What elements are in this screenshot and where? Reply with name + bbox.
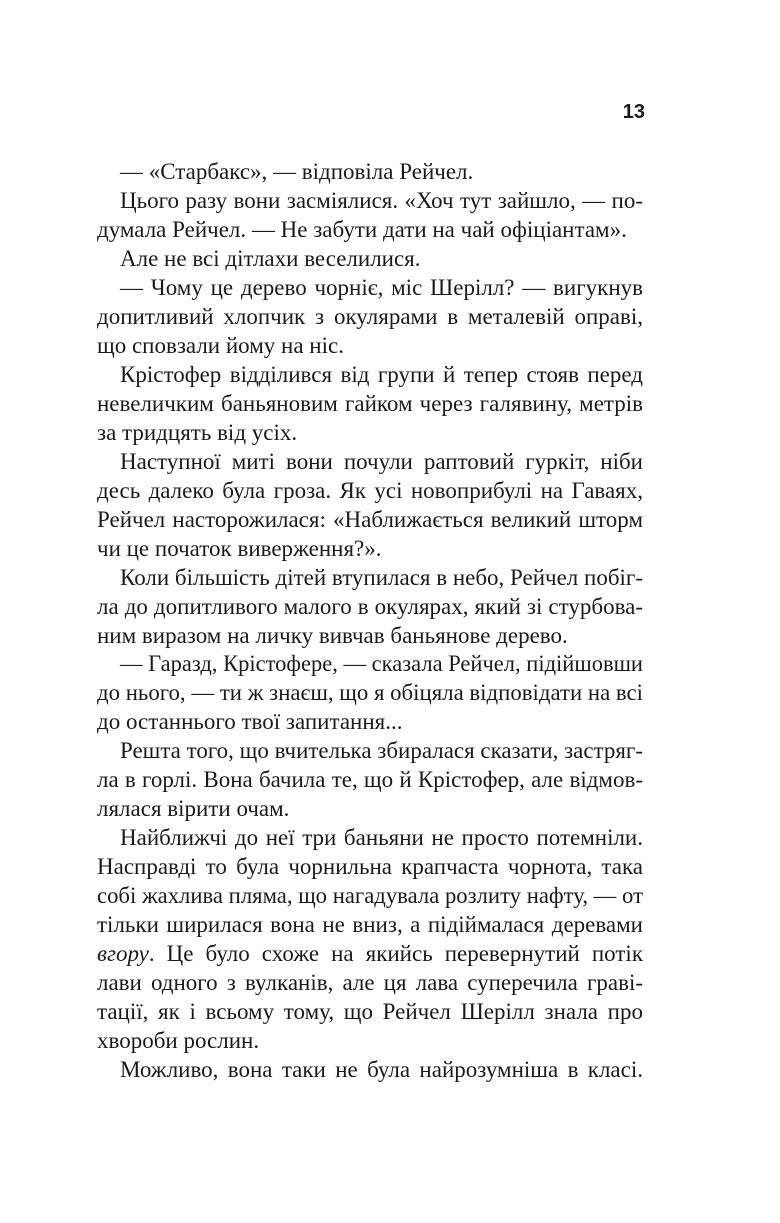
text-line <box>97 361 643 390</box>
text-line <box>97 679 643 708</box>
line-text: Наступної миті вони почули раптовий гуркіт, ніби <box>120 448 643 474</box>
italic-word: вгору <box>97 941 149 967</box>
text-line <box>97 708 643 737</box>
line-text: до останнього твої запитання... <box>97 709 403 735</box>
line-text: Коли більшість дітей втупилася в небо, Рейчел побіг- <box>120 564 643 590</box>
line-text: Можливо, вона таки не була найрозумніша в класі. <box>120 1057 643 1083</box>
text-line <box>97 969 643 998</box>
line-text: невеличким баньяновим гайком через галявину, метрів <box>97 390 643 416</box>
line-text: лялася вірити очам. <box>97 796 290 822</box>
line-text: за тридцять від усіх. <box>97 419 298 445</box>
text-line <box>97 564 643 593</box>
line-text: допитливий хлопчик з окулярами в металевій оправі, <box>97 303 643 329</box>
text-line <box>97 303 643 332</box>
text-line <box>97 390 643 419</box>
text-line <box>97 245 643 274</box>
text-line <box>97 853 643 882</box>
body-text <box>97 158 643 1085</box>
line-text: тації, як і всьому тому, що Рейчел Шерілл знала про <box>97 999 643 1025</box>
line-text: Найближчі до неї три баньяни не просто потемніли. <box>120 825 643 851</box>
text-line <box>97 216 643 245</box>
line-text: Насправді то була чорнильна крапчаста чорнота, така <box>97 854 643 880</box>
line-text: — «Старбакс», — відповіла Рейчел. <box>120 159 474 184</box>
text-line <box>97 1027 643 1056</box>
line-text: собі жахлива пляма, що нагадувала розлиту нафту, — от <box>97 883 643 909</box>
text-line <box>97 419 643 448</box>
line-text: Решта того, що вчителька збиралася сказати, застряг- <box>120 738 643 764</box>
line-text: хвороби рослин. <box>97 1028 260 1054</box>
text-line <box>97 158 643 187</box>
line-text: Але не всі дітлахи веселилися. <box>120 245 421 271</box>
line-text: чи це початок виверження?». <box>97 535 382 561</box>
text-line <box>97 795 643 824</box>
line-text: до нього, — ти ж знаєш, що я обіцяла відповідати на всі <box>97 680 643 706</box>
line-text-with-italic <box>97 940 643 969</box>
text-line <box>97 274 643 303</box>
line-text: думала Рейчел. — Не забути дати на чай офіціантам». <box>97 216 627 242</box>
line-text: ла до допитливого малого в окулярах, який зі стурбова- <box>97 593 643 619</box>
text-line <box>97 911 643 940</box>
text-line <box>97 448 643 477</box>
text-line <box>97 622 643 651</box>
text-line <box>97 477 643 506</box>
text-line <box>97 593 643 622</box>
line-text: Крістофер відділився від групи й тепер стояв перед <box>120 361 643 387</box>
line-text: — Чому це дерево чорніє, міс Шерілл? — вигукнув <box>120 274 643 300</box>
line-text: — Гаразд, Крістофере, — сказала Рейчел, підійшовши <box>120 651 643 677</box>
line-text: ним виразом на личку вивчав баньянове дерево. <box>97 622 568 648</box>
line-text-rest: . Це було схоже на якийсь перевернутий потік <box>148 941 643 967</box>
line-text: тільки ширилася вона не вниз, а підіймалася деревами <box>97 912 643 938</box>
text-line <box>97 940 643 969</box>
text-line <box>97 506 643 535</box>
text-line <box>97 1056 643 1085</box>
text-line <box>97 882 643 911</box>
line-text: лави одного з вулканів, але ця лава суперечила граві- <box>97 970 643 996</box>
text-line <box>97 824 643 853</box>
line-text: що сповзали йому на ніс. <box>97 332 344 358</box>
text-line <box>97 187 643 216</box>
text-line <box>97 332 643 361</box>
line-text: десь далеко була гроза. Як усі новоприбулі на Гаваях, <box>97 477 643 503</box>
line-text: Цього разу вони засміялися. «Хоч тут зайшло, — по- <box>120 187 643 213</box>
text-line <box>97 650 643 679</box>
text-line <box>97 766 643 795</box>
line-text: ла в горлі. Вона бачила те, що й Крістофер, але відмов- <box>97 767 643 793</box>
text-line <box>97 535 643 564</box>
page-number: 13 <box>622 101 645 123</box>
text-line <box>97 998 643 1027</box>
line-text: Рейчел насторожилася: «Наближається великий шторм <box>97 506 643 532</box>
text-line <box>97 737 643 766</box>
